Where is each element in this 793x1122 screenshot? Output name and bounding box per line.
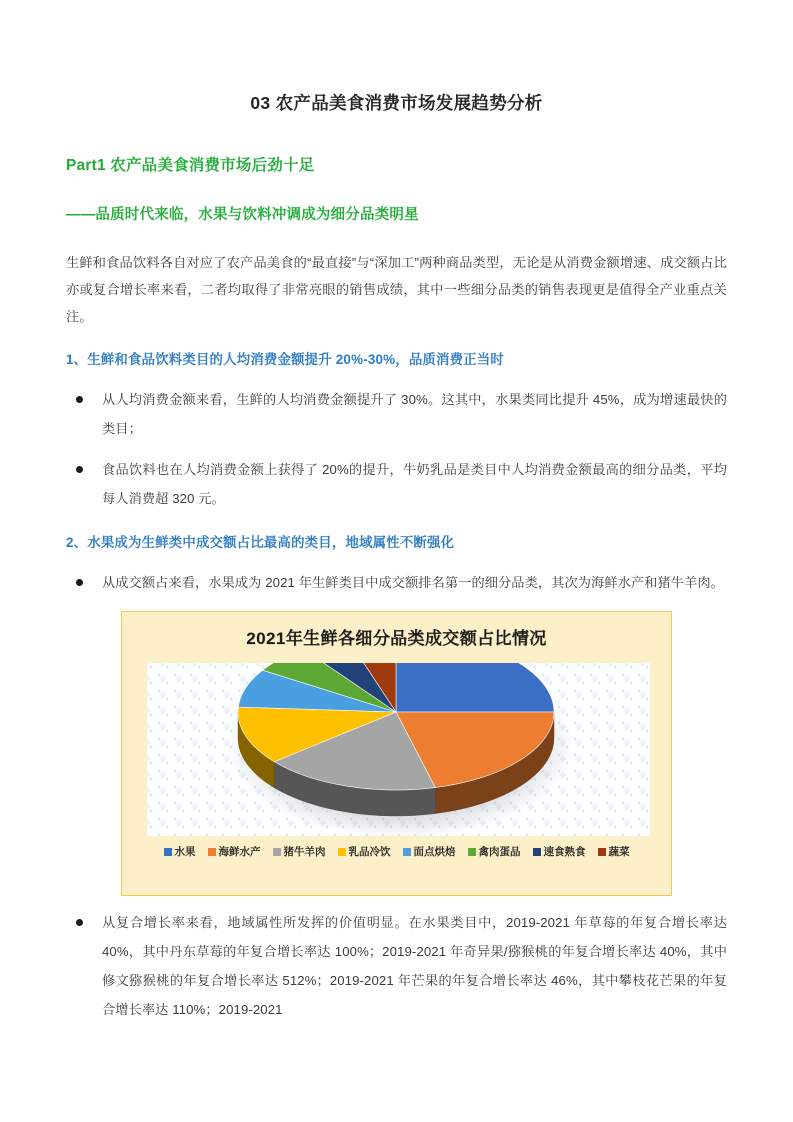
sub-heading: ——品质时代来临，水果与饮料冲调成为细分品类明星 xyxy=(66,207,419,223)
legend-item[interactable] xyxy=(273,844,326,859)
legend-label: 蔬菜 xyxy=(608,846,630,858)
legend-swatch-icon xyxy=(273,848,281,856)
legend-swatch-icon xyxy=(533,848,541,856)
legend-swatch-icon xyxy=(338,848,346,856)
list-item-text: 食品饮料也在人均消费金额上获得了 20%的提升，牛奶乳品是类目中人均消费金额最高的细分品类，平均每人消费超 320 元。 xyxy=(102,462,727,506)
list-item xyxy=(66,908,727,1024)
legend-label: 海鲜水产 xyxy=(218,846,261,858)
legend-label: 猪牛羊肉 xyxy=(283,846,326,858)
legend-item[interactable] xyxy=(403,844,456,859)
legend-label: 速食熟食 xyxy=(543,846,586,858)
list-item-text: 从成交额占来看，水果成为 2021 年生鲜类目中成交额排名第一的细分品类，其次为海鲜水产和猪牛羊肉。 xyxy=(102,575,724,590)
chart-legend xyxy=(122,844,671,859)
legend-item[interactable] xyxy=(598,844,630,859)
list-item-text: 从复合增长率来看，地域属性所发挥的价值明显。在水果类目中，2019-2021 年草莓的年复合增长率达 40%，其中丹东草莓的年复合增长率达 100%；2019-2021 年奇异果/猕猴桃的年复合增长率达 40%，其中修文猕猴桃的年复合增长率达 512%；2019-2021 年芒果的年复合增长率达 46%，其中攀枝花芒果的年复合增长率达 110%；2019-2021 xyxy=(102,915,727,1017)
document-content xyxy=(66,88,727,1024)
bullet-dot-icon xyxy=(76,466,83,473)
list-item xyxy=(66,568,727,597)
chart-plot-area xyxy=(147,663,650,836)
legend-swatch-icon xyxy=(164,848,172,856)
part-heading: Part1 农产品美食消费市场后劲十足 xyxy=(66,157,315,174)
page-title: 03 农产品美食消费市场发展趋势分析 xyxy=(250,93,543,113)
legend-label: 面点烘焙 xyxy=(413,846,456,858)
legend-swatch-icon xyxy=(468,848,476,856)
legend-label: 水果 xyxy=(174,846,196,858)
list-item-text: 从人均消费金额来看，生鲜的人均消费金额提升了 30%。这其中，水果类同比提升 45%，成为增速最快的类目； xyxy=(102,392,727,436)
bullet-dot-icon xyxy=(76,919,83,926)
bullet-dot-icon xyxy=(76,396,83,403)
legend-label: 乳品冷饮 xyxy=(348,846,391,858)
intro-paragraph: 生鲜和食品饮料各自对应了农产品美食的“最直接”与“深加工”两种商品类型，无论是从消费金额增速、成交额占比亦或复合增长率来看，二者均取得了非常亮眼的销售成绩，其中一些细分品类的销售表现更是值得全产业重点关注。 xyxy=(66,255,727,324)
section-2-heading: 2、水果成为生鲜类中成交额占比最高的类目，地域属性不断强化 xyxy=(66,535,455,550)
bullet-dot-icon xyxy=(76,579,83,586)
legend-label: 禽肉蛋品 xyxy=(478,846,521,858)
pie-slice[interactable] xyxy=(396,663,554,712)
pie-chart xyxy=(147,663,650,836)
legend-item[interactable] xyxy=(338,844,391,859)
legend-item[interactable] xyxy=(468,844,521,859)
chart-card xyxy=(121,611,672,896)
section-1-heading: 1、生鲜和食品饮料类目的人均消费金额提升 20%-30%，品质消费正当时 xyxy=(66,352,504,367)
pie-chart-svg xyxy=(147,663,650,836)
legend-swatch-icon xyxy=(403,848,411,856)
list-item xyxy=(66,385,727,443)
legend-swatch-icon xyxy=(208,848,216,856)
chart-title: 2021年生鲜各细分品类成交额占比情况 xyxy=(246,629,547,648)
legend-item[interactable] xyxy=(208,844,261,859)
legend-swatch-icon xyxy=(598,848,606,856)
legend-item[interactable] xyxy=(164,844,196,859)
list-item xyxy=(66,455,727,513)
legend-item[interactable] xyxy=(533,844,586,859)
